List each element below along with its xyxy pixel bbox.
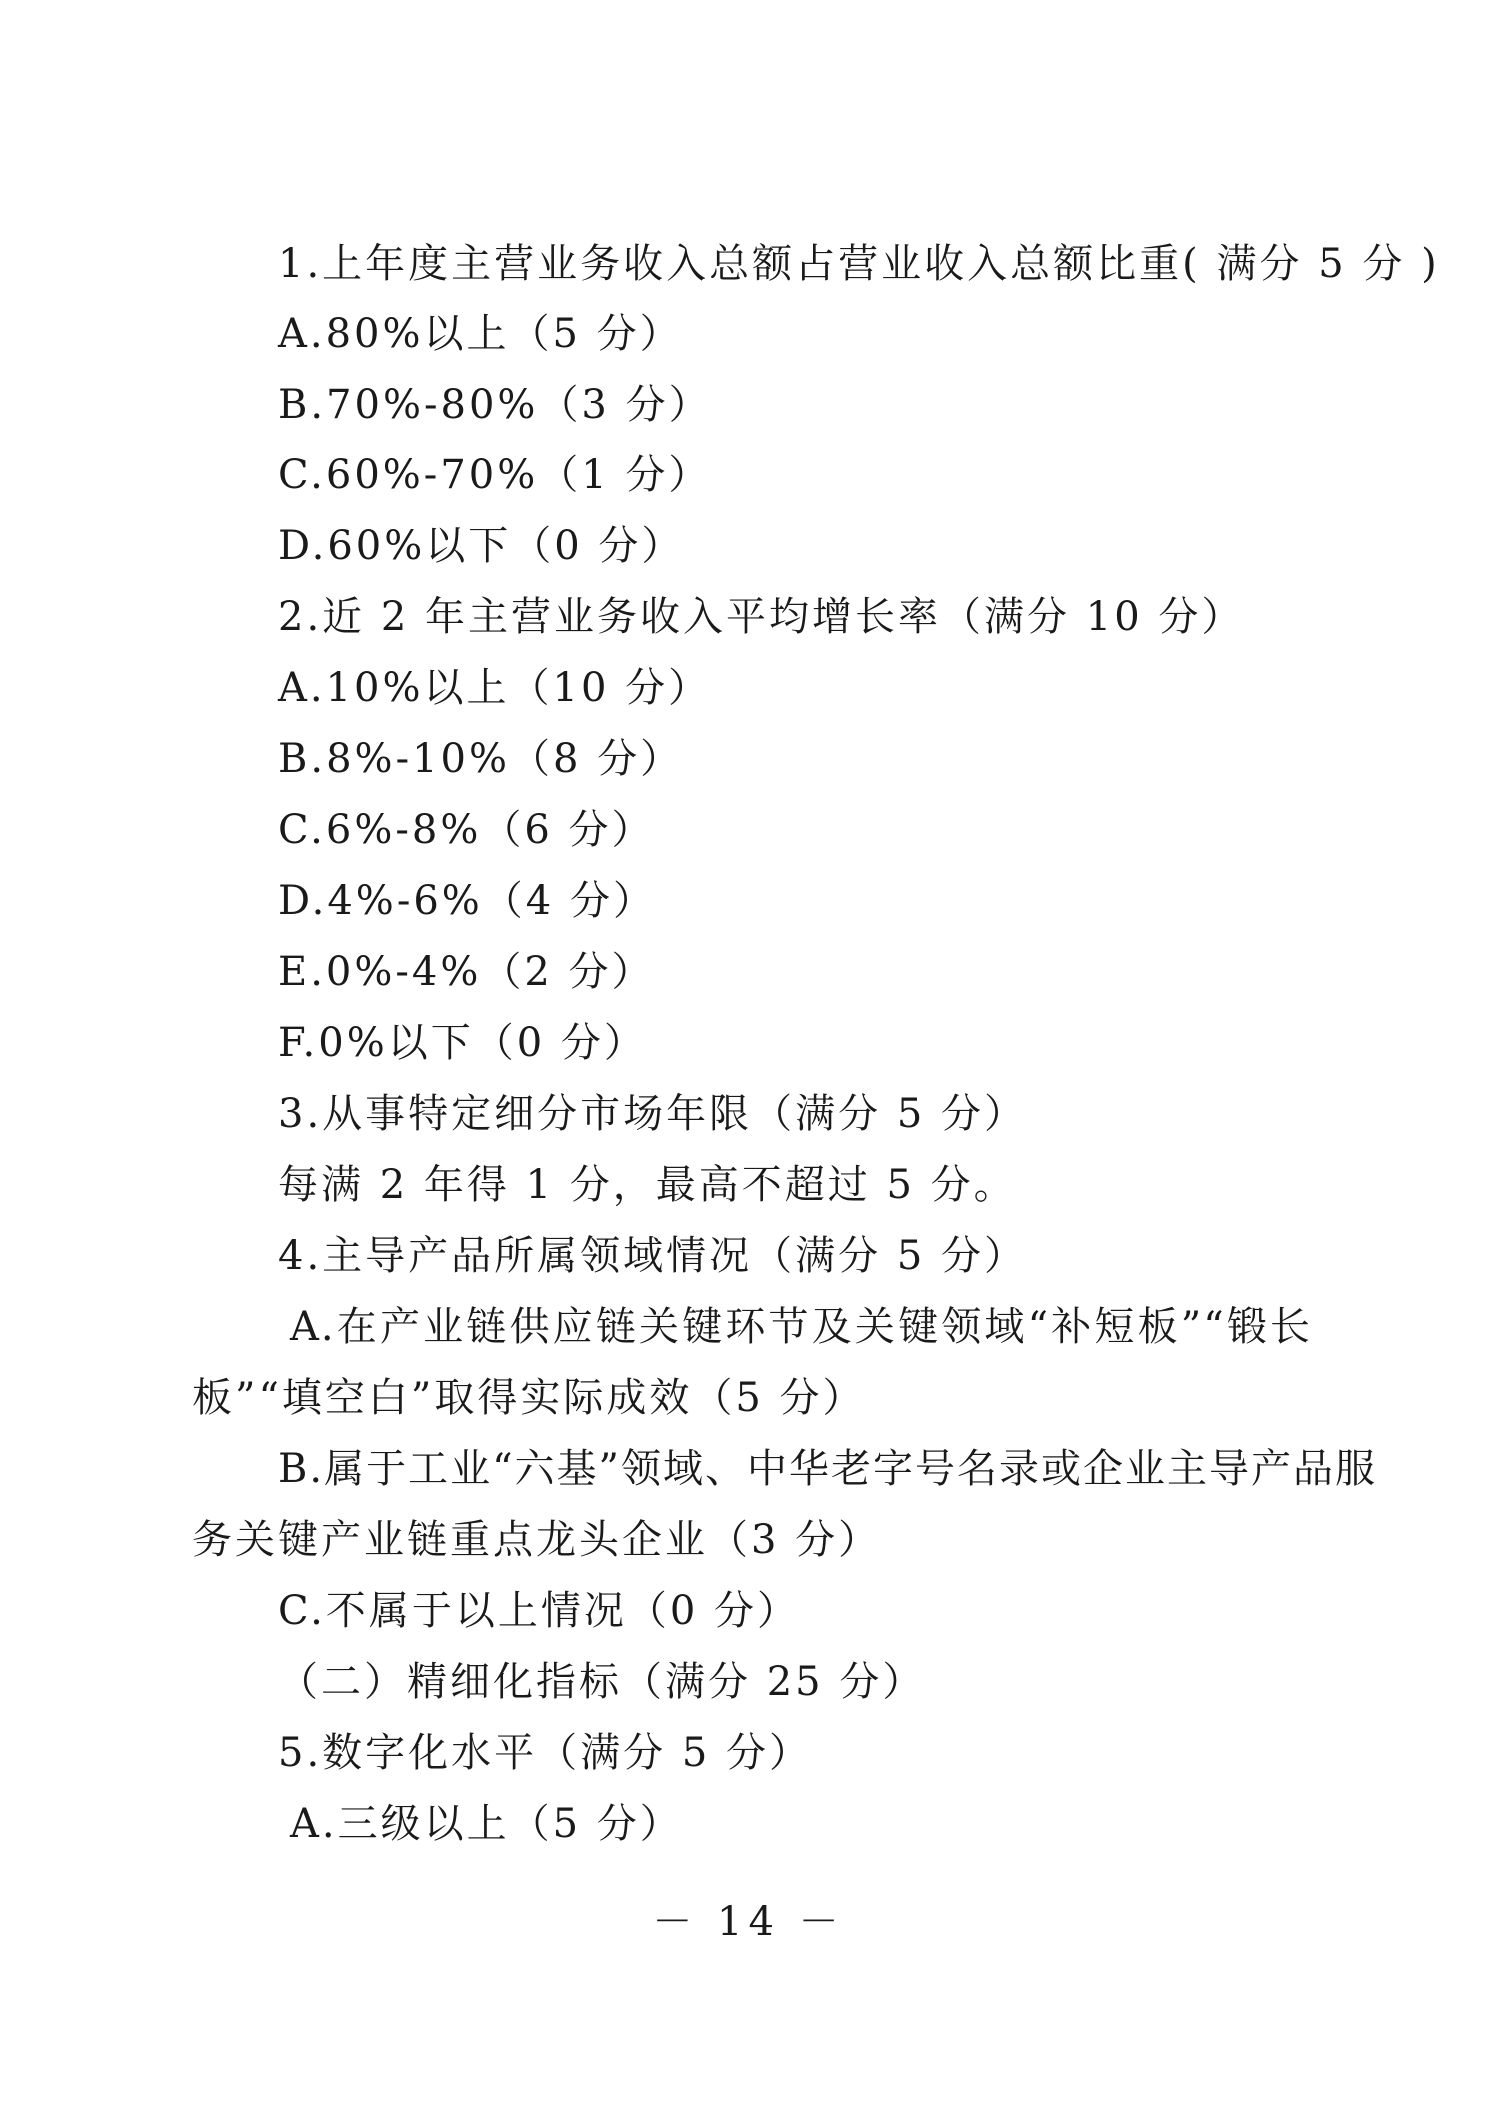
criterion-5-heading: 5.数字化水平（满分 5 分） [278, 1730, 813, 1776]
criterion-3-rule: 每满 2 年得 1 分，最高不超过 5 分。 [278, 1162, 1017, 1208]
criterion-4-option-a-line-1: A.在产业链供应链关键环节及关键领域“补短板”“锻长 [290, 1304, 1312, 1350]
criterion-1-option-b: B.70%-80%（3 分） [278, 382, 712, 428]
criterion-2-heading: 2.近 2 年主营业务收入平均增长率（满分 10 分） [278, 594, 1245, 640]
criterion-2-option-c: C.6%-8%（6 分） [278, 807, 655, 853]
page-number: － 14 － [652, 1899, 845, 1945]
criterion-4-option-b-line-2: 务关键产业链重点龙头企业（3 分） [192, 1517, 882, 1563]
criterion-2-option-d: D.4%-6%（4 分） [278, 878, 656, 924]
criterion-1-option-a: A.80%以上（5 分） [278, 311, 683, 357]
criterion-2-option-a: A.10%以上（10 分） [278, 665, 712, 711]
criterion-1-heading: 1.上年度主营业务收入总额占营业收入总额比重( 满分 5 分 ) [278, 241, 1440, 287]
criterion-3-heading: 3.从事特定细分市场年限（满分 5 分） [278, 1091, 1028, 1137]
criterion-2-option-b: B.8%-10%（8 分） [278, 736, 684, 782]
criterion-1-option-c: C.60%-70%（1 分） [278, 452, 712, 498]
criterion-4-option-a-line-2: 板”“填空白”取得实际成效（5 分） [192, 1375, 866, 1421]
criterion-1-option-d: D.60%以下（0 分） [278, 523, 685, 569]
section-2-heading: （二）精细化指标（满分 25 分） [278, 1659, 926, 1705]
criterion-2-option-f: F.0%以下（0 分） [278, 1020, 647, 1066]
criterion-2-option-e: E.0%-4%（2 分） [278, 949, 655, 995]
criterion-5-option-a: A.三级以上（5 分） [290, 1801, 683, 1847]
criterion-4-option-c: C.不属于以上情况（0 分） [278, 1588, 801, 1634]
criterion-4-heading: 4.主导产品所属领域情况（满分 5 分） [278, 1233, 1028, 1279]
criterion-4-option-b-line-1: B.属于工业“六基”领域、中华老字号名录或企业主导产品服 [278, 1446, 1378, 1492]
